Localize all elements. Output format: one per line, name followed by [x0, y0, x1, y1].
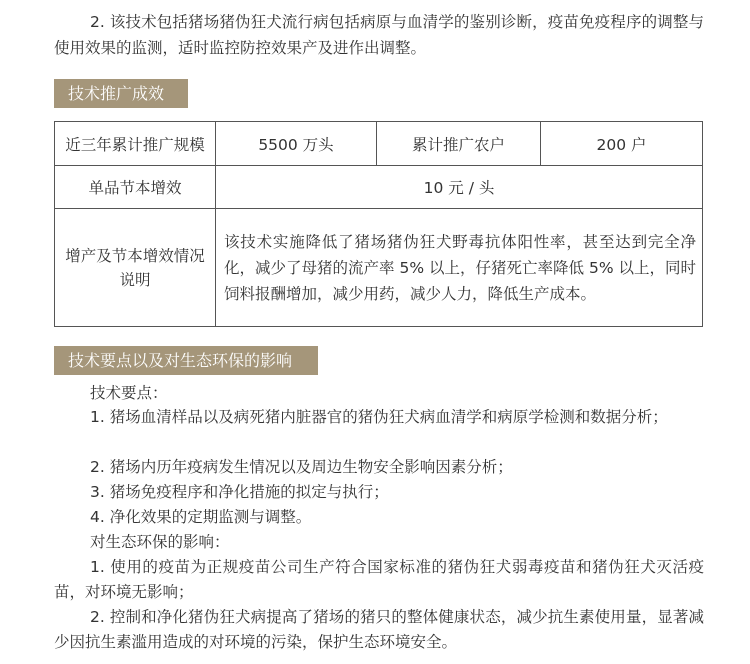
list-item: 3. 猪场免疫程序和净化措施的拟定与执行；: [90, 483, 389, 501]
list-item: 2. 猪场内历年疫病发生情况以及周边生物安全影响因素分析；: [90, 458, 513, 476]
intro-paragraph-2: 2. 该技术包括猪场猪伪狂犬流行病包括病原与血清学的鉴别诊断，疫苗免疫程序的调整与使用效果的监测，适时监控防控效果产及进作出调整。: [54, 13, 704, 57]
table-cell-label: 单品节本增效: [55, 166, 216, 209]
table-row: [55, 166, 703, 209]
table-cell-label: 近三年累计推广规模: [55, 122, 216, 166]
table-cell-description: 该技术实施降低了猪场猪伪狂犬野毒抗体阳性率，甚至达到完全净化，减少了母猪的流产率 5% 以上，仔猪死亡率降低 5% 以上，同时饲料报酬增加，减少用药，减少人力，降低生产成本。: [216, 209, 703, 327]
points-heading: 技术要点：: [90, 384, 168, 402]
list-item: 4. 净化效果的定期监测与调整。: [90, 508, 312, 526]
table-row: [55, 209, 703, 327]
table-cell-value: 10 元 / 头: [216, 166, 703, 209]
table-cell-label: 累计推广农户: [377, 122, 541, 166]
list-item: 1. 猪场血清样品以及病死猪内脏器官的猪伪狂犬病血清学和病原学检测和数据分析；: [90, 408, 668, 426]
table-cell-value: 200 户: [541, 122, 703, 166]
table-cell-value: 5500 万头: [216, 122, 377, 166]
section-title-points: 技术要点以及对生态环保的影响: [54, 346, 318, 375]
eco-heading: 对生态环保的影响：: [90, 533, 230, 551]
table-cell-label: 增产及节本增效情况说明: [55, 209, 216, 327]
promotion-results-table: [54, 121, 703, 327]
list-item: 2. 控制和净化猪伪狂犬病提高了猪场的猪只的整体健康状态，减少抗生素使用量，显著减少因抗生素滥用造成的对环境的污染，保护生态环境安全。: [54, 608, 704, 651]
table-row: [55, 122, 703, 166]
section-title-effect: 技术推广成效: [54, 79, 188, 108]
list-item: 1. 使用的疫苗为正规疫苗公司生产符合国家标准的猪伪狂犬弱毒疫苗和猪伪狂犬灭活疫苗，对环境无影响；: [54, 558, 704, 601]
